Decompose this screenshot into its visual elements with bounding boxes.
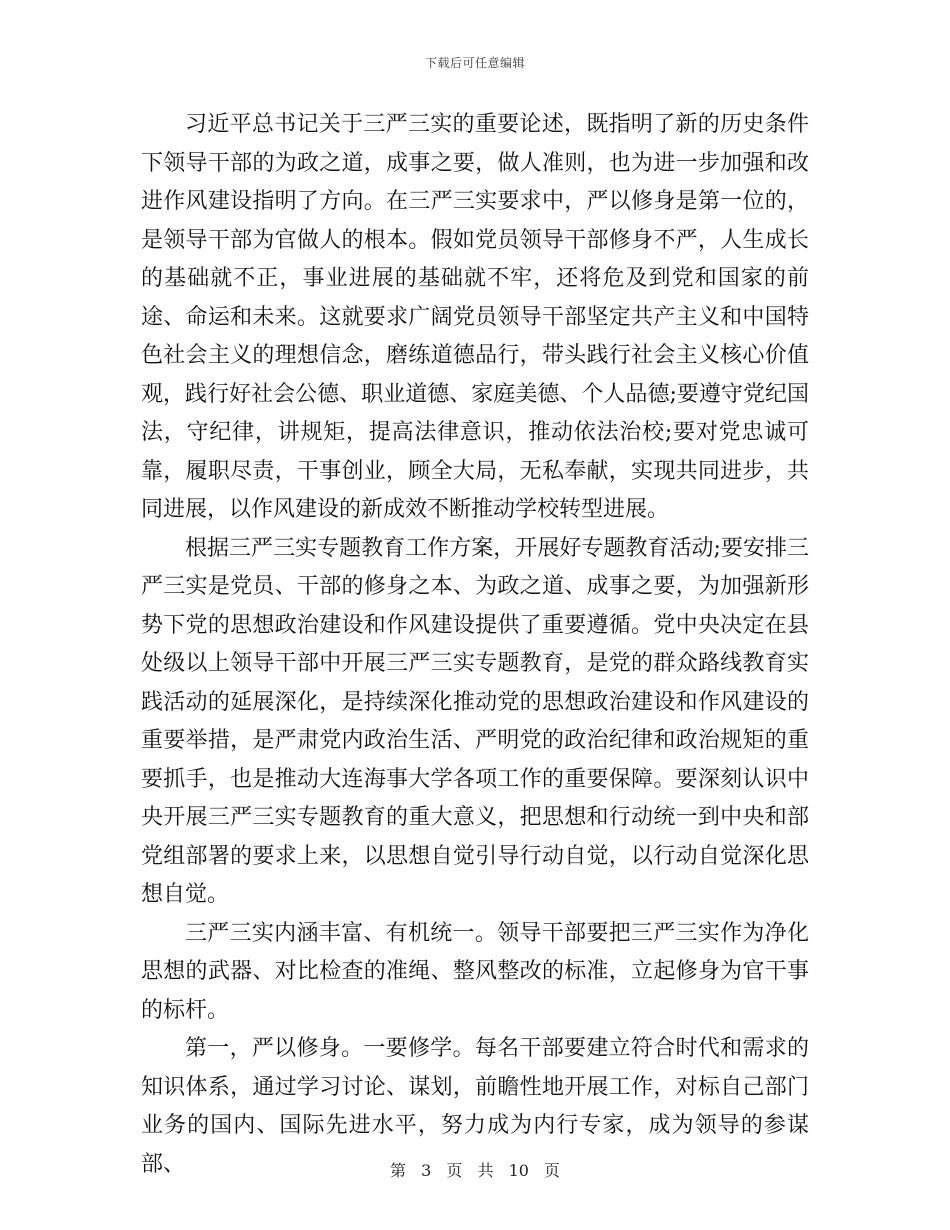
paragraph-2: 根据三严三实专题教育工作方案，开展好专题教育活动;要安排三严三实是党员、干部的修身之本、为政之道、成事之要，为加强新形势下党的思想政治建设和作风建设提供了重要遵循。党中央决定在县处级以上领导干部中开展三严三实专题教育，是党的群众路线教育实践活动的延展深化，是持续深化推动党的思想政治建设和作风建设的重要举措，是严肃党内政治生活、严明党的政治纪律和政治规矩的重要抓手，也是推动大连海事大学各项工作的重要保障。要深刻认识中央开展三严三实专题教育的重大意义，把思想和行动统一到中央和部党组部署的要求上来，以思想自觉引导行动自觉，以行动自觉深化思想自觉。: [141, 535, 809, 907]
paragraph-1: 习近平总书记关于三严三实的重要论述，既指明了新的历史条件下领导干部的为政之道，成事之要，做人准则，也为进一步加强和改进作风建设指明了方向。在三严三实要求中，严以修身是第一位的，是领导干部为官做人的根本。假如党员领导干部修身不严，人生成长的基础就不正，事业进展的基础就不牢，还将危及到党和国家的前途、命运和未来。这就要求广阔党员领导干部坚定共产主义和中国特色社会主义的理想信念，磨练道德品行，带头践行社会主义核心价值观，践行好社会公德、职业道德、家庭美德、个人品德;要遵守党纪国法，守纪律，讲规矩，提高法律意识，推动依法治校;要对党忠诚可靠，履职尽责，干事创业，顾全大局，无私奉献，实现共同进步，共同进展，以作风建设的新成效不断推动学校转型进展。: [141, 112, 809, 522]
footer-page-word: 页: [446, 1161, 463, 1180]
page-footer: [0, 1158, 950, 1181]
footer-suffix: 页: [544, 1161, 561, 1180]
page-header: 下载后可任意编辑: [424, 56, 525, 70]
total-page-count: 10: [508, 1161, 529, 1180]
footer-prefix: 第: [389, 1161, 406, 1180]
document-body: [141, 106, 809, 1184]
current-page-number: 3: [421, 1161, 432, 1180]
paragraph-4: 第一，严以修身。一要修学。每名干部要建立符合时代和需求的知识体系，通过学习讨论、谋划，前瞻性地开展工作，对标自己部门业务的国内、国际先进水平，努力成为内行专家，成为领导的参谋部、: [141, 1036, 809, 1177]
footer-total-word: 共: [477, 1161, 494, 1180]
paragraph-3: 三严三实内涵丰富、有机统一。领导干部要把三严三实作为净化思想的武器、对比检查的准绳、整风整改的标准，立起修身为官干事的标杆。: [141, 920, 809, 1023]
